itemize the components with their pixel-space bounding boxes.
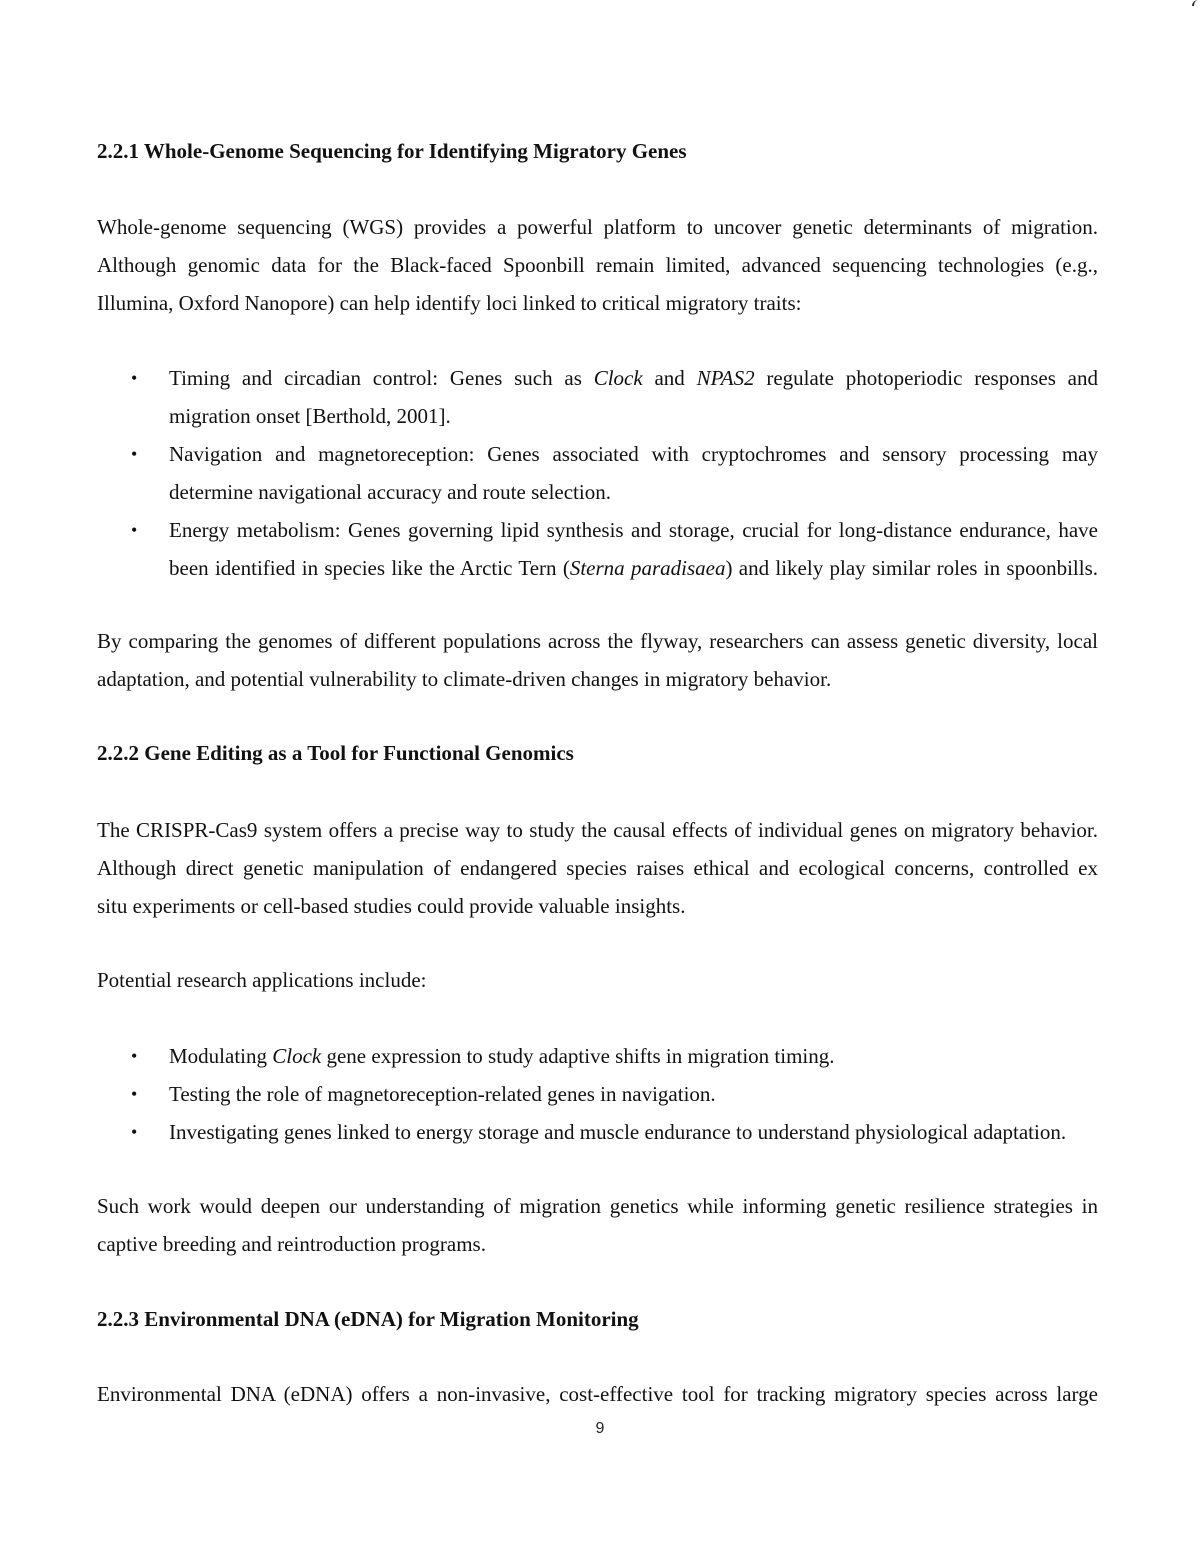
text-line: migration onset [Berthold, 2001].: [169, 404, 451, 428]
text-line: adaptation, and potential vulnerability to climate-driven changes in migratory behavior.: [97, 667, 832, 691]
text-line: Modulating Clock gene expression to study adaptive shifts in migration timing.: [169, 1044, 835, 1068]
migratory-traits-list: [97, 359, 1098, 587]
text-line: Illumina, Oxford Nanopore) can help identify loci linked to critical migratory traits:: [97, 291, 802, 315]
list-item: [97, 1113, 1098, 1151]
text-line: situ experiments or cell-based studies could provide valuable insights.: [97, 894, 686, 918]
section-heading-2-2-1: 2.2.1 Whole-Genome Sequencing for Identifying Migratory Genes: [97, 139, 687, 163]
page-number: 9: [595, 1420, 605, 1437]
paragraph-crispr-closing: [97, 1187, 1098, 1263]
text-line: The CRISPR-Cas9 system offers a precise way to study the causal effects of individual genes on migratory behavior.: [97, 818, 1098, 842]
text-line: determine navigational accuracy and route selection.: [169, 480, 611, 504]
paragraph-edna-intro: [97, 1375, 1098, 1413]
bullet-icon: •: [131, 1084, 138, 1104]
paragraph-applications-lead: [97, 961, 1098, 999]
text-line: Whole-genome sequencing (WGS) provides a powerful platform to uncover genetic determinants of migration.: [97, 215, 1098, 239]
text-line: By comparing the genomes of different populations across the flyway, researchers can assess genetic diversity, local: [97, 629, 1098, 653]
list-item: [97, 1075, 1098, 1113]
text-line: Energy metabolism: Genes governing lipid synthesis and storage, crucial for long-distance endurance, have: [169, 518, 1098, 542]
text-line: Such work would deepen our understanding of migration genetics while informing genetic resilience strategies in: [97, 1194, 1098, 1218]
text-line: Although direct genetic manipulation of endangered species raises ethical and ecological concerns, controlled ex: [97, 856, 1098, 880]
research-applications-list: [97, 1037, 1098, 1151]
paragraph-wgs-intro: [97, 208, 1098, 322]
text-line: Investigating genes linked to energy storage and muscle endurance to understand physiological adaptation.: [169, 1120, 1067, 1144]
text-line: Timing and circadian control: Genes such as Clock and NPAS2 regulate photoperiodic responses and: [169, 366, 1098, 390]
bullet-icon: •: [131, 1122, 138, 1142]
text-line: Potential research applications include:: [97, 968, 427, 992]
paragraph-wgs-closing: [97, 622, 1098, 698]
text-line: Testing the role of magnetoreception-related genes in navigation.: [169, 1082, 716, 1106]
bullet-icon: •: [131, 444, 138, 464]
text-line: captive breeding and reintroduction programs.: [97, 1232, 486, 1256]
bullet-icon: •: [131, 1046, 138, 1066]
page-corner-mark: [1192, 0, 1200, 6]
bullet-icon: •: [131, 520, 138, 540]
list-item: [97, 359, 1098, 435]
section-heading-2-2-3: 2.2.3 Environmental DNA (eDNA) for Migration Monitoring: [97, 1307, 639, 1331]
list-item: [97, 435, 1098, 511]
text-line: been identified in species like the Arctic Tern (Sterna paradisaea) and likely play similar roles in spoonbills.: [169, 556, 1098, 580]
paragraph-crispr-intro: [97, 811, 1098, 925]
section-heading-2-2-2: 2.2.2 Gene Editing as a Tool for Functional Genomics: [97, 741, 574, 765]
list-item: [97, 1037, 1098, 1075]
text-line: Although genomic data for the Black-faced Spoonbill remain limited, advanced sequencing technologies (e.g.,: [97, 253, 1098, 277]
list-item: [97, 511, 1098, 587]
text-line: Navigation and magnetoreception: Genes associated with cryptochromes and sensory processing may: [169, 442, 1098, 466]
text-line: Environmental DNA (eDNA) offers a non-invasive, cost-effective tool for tracking migratory species across large: [97, 1382, 1098, 1406]
bullet-icon: •: [131, 368, 138, 388]
